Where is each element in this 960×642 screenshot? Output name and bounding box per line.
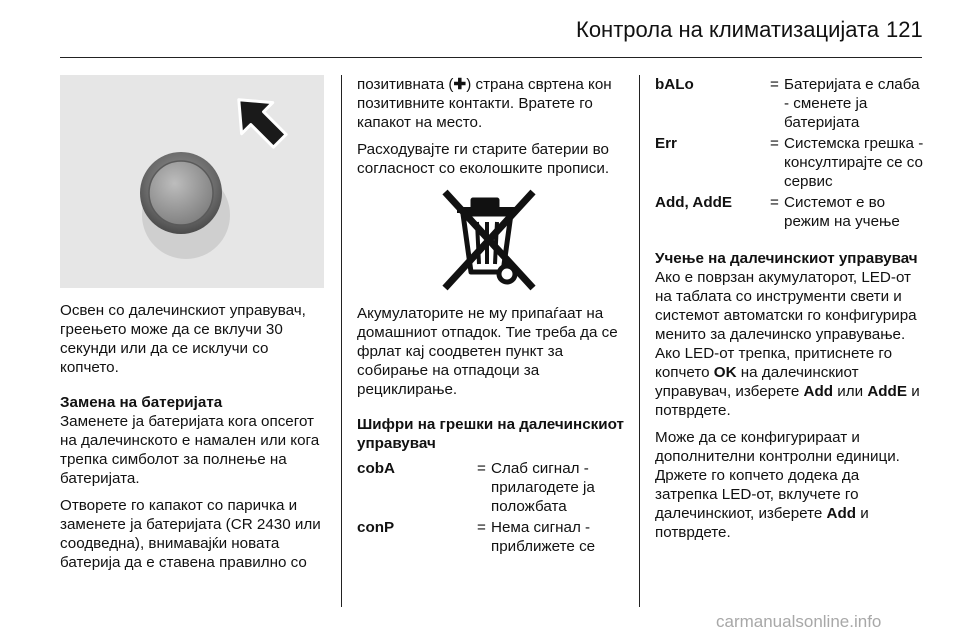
code-label: cobA [357,460,395,477]
column-3 [655,75,925,550]
battery-paragraph-1: Заменете ја батеријата кога опсегот на далечинското е намален или кога трепка симболот за полнење на батеријата. [60,413,320,487]
button-face [149,161,213,225]
ok-key: OK [713,364,737,381]
code-equals: = [770,135,779,152]
crossed-bin-icon [437,186,541,294]
intro-paragraph: Освен со далечинскиот управувач, греењето може да се вклучи 30 секунди или да се исклучи со копчето. [60,302,306,376]
battery-paragraph-2: Отворете го капакот со паричка и заменете ја батеријата (CR 2430 или соодведна), внимавајќи новата батерија да е ставена правилно со [60,497,321,571]
code-row [655,134,925,191]
code-label: Add, AddE [655,194,733,211]
column-divider-2 [639,75,640,607]
code-equals: = [477,460,486,477]
codes-table-2 [655,75,925,231]
disposal-paragraph: Расходувајте ги старите батерии во согласност со еколошките прописи. [357,141,610,177]
learning-paragraph-1: Ако е поврзан акумулаторот, LED-от на таблата со инструменти свети и системот автоматски го конфигурира менито за далечинско управување. Ако LED-от трепка, притиснете го копчето OK на далечинскиот управувач, изберете Add или AddE и потврдете. [655,269,920,419]
code-label: bALo [655,76,694,93]
code-meaning: Слаб сигнал - прилагодете ја положбата [491,460,595,515]
polarity-paragraph: позитивната (✚) страна свртена кон позитивните контакти. Вратете го капакот на место. [357,76,612,131]
code-label: Err [655,135,677,152]
code-meaning: Нема сигнал - приближете се [491,519,596,555]
code-label: conP [357,519,395,536]
button-illustration [60,75,324,288]
learning-heading: Учење на далечинскиот управувач [655,250,918,267]
code-meaning: Батеријата е слаба - сменете ја батеријата [784,76,920,131]
code-row [655,75,925,132]
watermark: carmanualsonline.info [716,612,882,631]
plus-icon: ✚ [453,76,467,93]
code-equals: = [770,194,779,211]
page-number: 121 [886,17,923,42]
codes-table-1 [357,459,627,556]
accumulator-paragraph: Акумулаторите не му припаѓаат на домашниот отпадок. Тие треба да се фрлат кај соодветен пункт за собирање на отпадоци за рециклирање. [357,305,618,398]
button-photo [60,75,324,288]
adde-key: AddE [867,383,907,400]
codes-heading: Шифри на грешки на далечинскиот управувач [357,416,624,452]
column-1 [60,301,330,580]
code-meaning: Системска грешка - консултирајте се со сервис [784,135,924,190]
learning-paragraph-2: Може да се конфигурираат и дополнителни контролни единици. Држете го копчето додека да затрепка LED-от, вклучете го далечинскиот, изберете Add и потврдете. [655,429,900,541]
add-key: Add [803,383,834,400]
code-row [655,193,925,231]
column-divider-1 [341,75,342,607]
code-meaning: Системот е во режим на учење [784,194,900,230]
code-equals: = [477,519,486,536]
battery-heading: Замена на батеријата [60,394,223,411]
column-2 [357,75,627,564]
header-rule [60,57,922,58]
code-row [357,518,627,556]
code-row [357,459,627,516]
page-title: Контрола на климатизацијата [576,17,880,42]
add-key: Add [826,505,857,522]
code-equals: = [770,76,779,93]
